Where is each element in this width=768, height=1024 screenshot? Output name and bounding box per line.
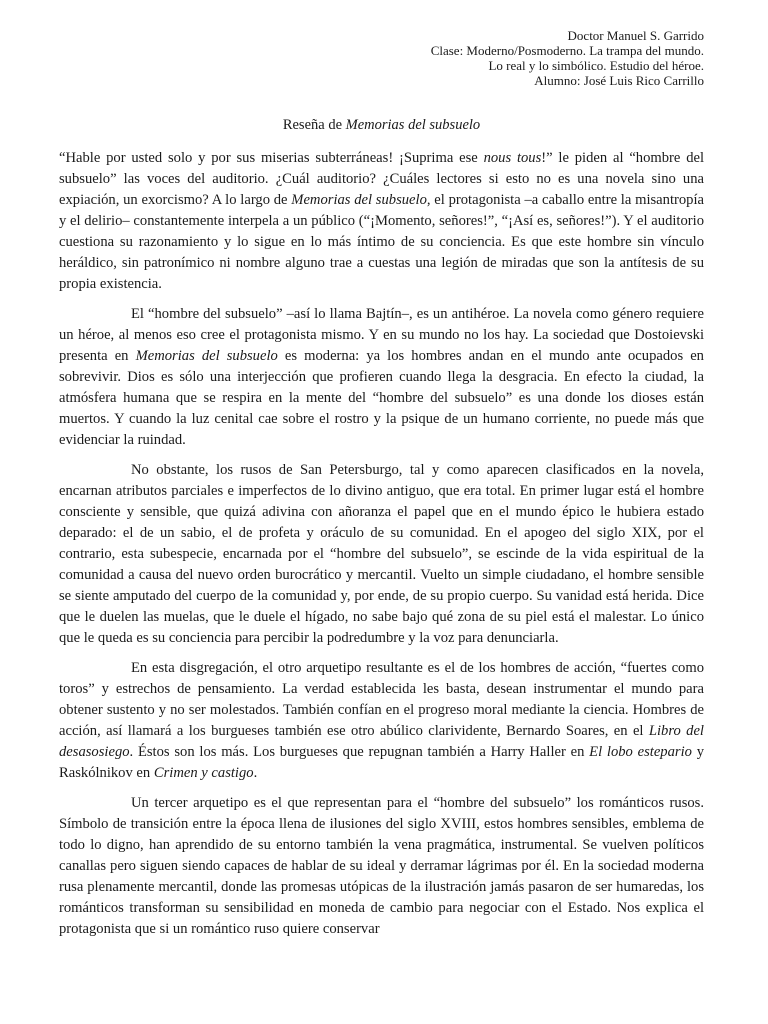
italic-text: nous tous bbox=[483, 150, 542, 166]
essay-body bbox=[59, 148, 704, 940]
paragraph-text: es moderna: ya los hombres andan en el mundo ante ocupados en sobrevivir. Dios es sólo una interjección que profieren cuando llega la desgracia. En efecto la ciudad, la atmósfera humana que se respira en la mente del “hombre del subsuelo” es una donde los dioses están muertos. Y cuando la luz cenital cae sobre el rostro y la psique de un humano corriente, no puede más que evidenciar la ruindad. bbox=[59, 348, 704, 448]
paragraph-text: y Raskólnikov en bbox=[59, 744, 704, 781]
paragraph-text: . Éstos son los más. Los burgueses que repugnan también a Harry Haller en bbox=[129, 744, 590, 760]
italic-text: Memorias del subsuelo bbox=[135, 348, 278, 364]
paragraph-text: No obstante, los rusos de San Petersburgo, tal y como aparecen clasificados en la novela, encarnan atributos parciales e imperfectos de lo divino antiguo, que era total. En primer lugar está el hombre consciente y sensible, que quizá adivina con añoranza el papel que en el mundo épico le hubiera estado deparado: el de un sabio, el de profeta y oráculo de su comunidad. En el apogeo del siglo XIX, por el contrario, esta subespecie, encarnada por el “hombre del subsuelo”, se escinde de la vida espiritual de la comunidad a causa del nuevo orden burocrático y mercantil. Vuelto un simple ciudadano, el hombre sensible se siente amputado del cuerpo de la comunidad y, por ende, de su propio cuerpo. Su vanidad está herida. Dice que le duelen las muelas, que le duele el hígado, no sabe bajo qué zona de su piel está el malestar. Lo único que le queda es su conciencia para percibir la podredumbre y la voz para denunciarla. bbox=[59, 462, 704, 646]
header-student: Alumno: José Luis Rico Carrillo bbox=[534, 73, 704, 88]
paragraph-text: , el protagonista –a caballo entre la misantropía y el delirio– constantemente interpela a un público (“¡Momento, señores!”, “¡Así es, señores!”). Y el auditorio cuestiona su razonamiento y lo sigue en lo más íntimo de su conciencia. Es que este hombre sin vínculo heráldico, sin patronímico ni nombre alguno trae a cuestas una legión de miradas que son la antítesis de su propia existencia. bbox=[59, 192, 704, 292]
paragraph bbox=[59, 460, 704, 649]
italic-text: Crimen y castigo bbox=[153, 765, 254, 781]
italic-text: Memorias del subsuelo bbox=[291, 192, 427, 208]
paragraph-text: El “hombre del subsuelo” –así lo llama Bajtín–, es un antihéroe. La novela como género requiere un héroe, al menos eso cree el protagonista mismo. Y en su mundo no los hay. La sociedad que Dostoievski presenta en bbox=[59, 306, 704, 364]
document-header bbox=[59, 28, 704, 88]
header-professor: Doctor Manuel S. Garrido bbox=[567, 28, 704, 43]
header-class: Clase: Moderno/Posmoderno. La trampa del mundo. bbox=[430, 43, 704, 58]
paragraph bbox=[59, 148, 704, 295]
paragraph-text: Un tercer arquetipo es el que representan para el “hombre del subsuelo” los románticos rusos. Símbolo de transición entre la época llena de ilusiones del siglo XVIII, estos hombres sensibles, emblema de todo lo digno, han aprendido de su entorno también la vena pragmática, instrumental. Se vuelven políticos canallas pero siguen siendo capaces de hablar de su ideal y derramar lágrimas por él. En la sociedad moderna rusa plenamente mercantil, donde las promesas utópicas de la ilustración jamás pasaron de ser humaredas, los románticos transforman su sensibilidad en moneda de cambio para negociar con el Estado. Nos explica el protagonista que si un romántico ruso quiere conservar bbox=[59, 795, 704, 937]
italic-text: Libro del desasosiego bbox=[59, 723, 704, 760]
paragraph-text: “Hable por usted solo y por sus miserias subterráneas! ¡Suprima ese bbox=[59, 150, 484, 166]
paragraph bbox=[59, 304, 704, 451]
paragraph-text: . bbox=[253, 765, 258, 781]
header-topic: Lo real y lo simbólico. Estudio del héroe. bbox=[488, 58, 704, 73]
italic-text: El lobo estepario bbox=[589, 744, 692, 760]
page-title bbox=[59, 116, 704, 134]
document-page bbox=[59, 28, 704, 949]
paragraph-text: !” le piden al “hombre del subsuelo” las voces del auditorio. ¿Cuál auditorio? ¿Cuáles lectores si esto no es una novela sino una expiación, un exorcismo? A lo largo de bbox=[59, 150, 705, 208]
title-book: Memorias del subsuelo bbox=[345, 117, 481, 133]
paragraph bbox=[59, 793, 704, 940]
title-prefix: Reseña de bbox=[282, 117, 346, 133]
paragraph-text: En esta disgregación, el otro arquetipo resultante es el de los hombres de acción, “fuertes como toros” y estrechos de pensamiento. La verdad establecida les basta, desean instrumentar el mundo para obtener sustento y no ser molestados. También confían en el progreso moral mediante la ciencia. Hombres de acción, así llamará a los burgueses también ese otro abúlico clarividente, Bernardo Soares, en el bbox=[59, 660, 704, 739]
paragraph bbox=[59, 658, 704, 784]
